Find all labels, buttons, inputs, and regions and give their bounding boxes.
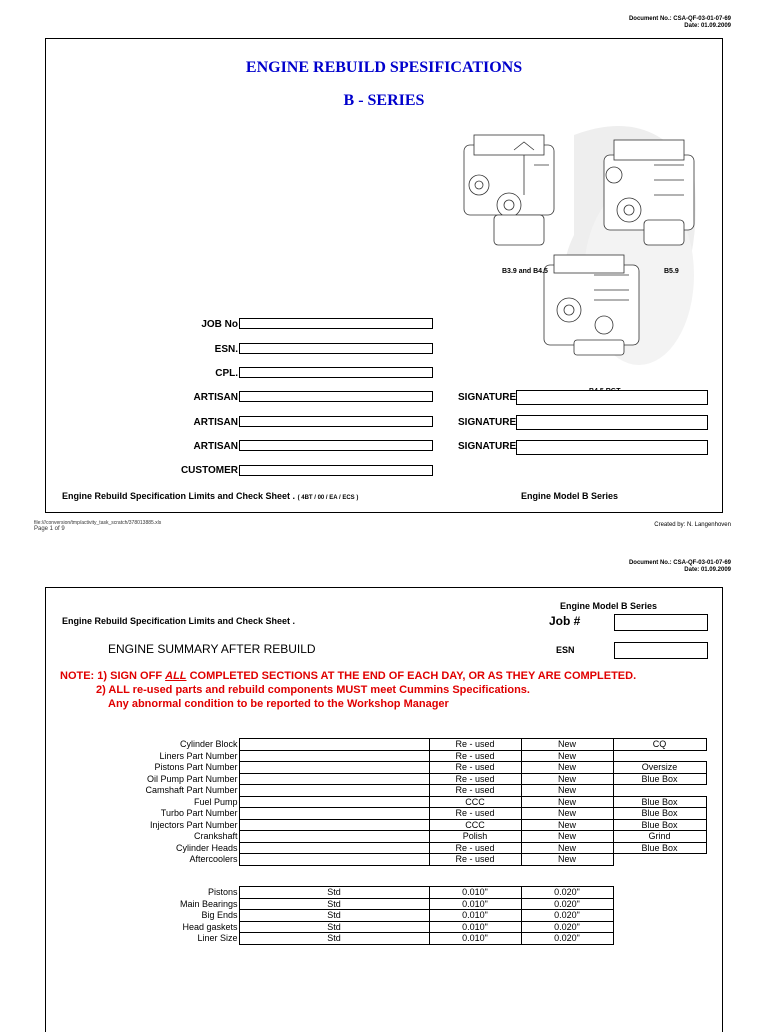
option-010[interactable]: 0.010" bbox=[429, 910, 521, 922]
option-new[interactable]: New bbox=[521, 831, 613, 843]
part-number-input[interactable] bbox=[239, 842, 429, 854]
esn-input[interactable] bbox=[239, 343, 433, 354]
option-reused[interactable]: Re - used bbox=[429, 808, 521, 820]
option-new[interactable]: New bbox=[521, 762, 613, 774]
option-reused[interactable]: CCC bbox=[429, 819, 521, 831]
created-by: Created by: N. Langenhoven bbox=[654, 522, 731, 528]
option-reused[interactable]: Re - used bbox=[429, 739, 521, 751]
page1-footer-left bbox=[34, 520, 161, 532]
option-new[interactable]: New bbox=[521, 750, 613, 762]
field-label-artisan-2: ARTISAN bbox=[193, 417, 238, 428]
option-new[interactable]: New bbox=[521, 773, 613, 785]
field-label-artisan-3: ARTISAN bbox=[193, 441, 238, 452]
size-label: Head gaskets bbox=[182, 921, 238, 932]
table-row bbox=[60, 842, 706, 854]
part-number-input[interactable] bbox=[239, 785, 429, 797]
table-row bbox=[60, 854, 706, 866]
part-label: Injectors Part Number bbox=[149, 819, 238, 830]
page2-document-number-header bbox=[629, 560, 731, 574]
sheet-title-text: Engine Rebuild Specification Limits and Check Sheet . bbox=[62, 491, 296, 501]
table-row bbox=[60, 921, 613, 933]
field-label-job-no: JOB No bbox=[201, 319, 238, 330]
note-1-all: ALL bbox=[165, 670, 187, 682]
part-label: Aftercoolers bbox=[189, 854, 238, 865]
option-reused[interactable]: Re - used bbox=[429, 842, 521, 854]
option-extra[interactable]: Oversize bbox=[613, 762, 706, 774]
part-label: Turbo Part Number bbox=[160, 808, 238, 819]
engine-label-b39-b45: B3.9 and B4.5 bbox=[502, 268, 548, 275]
note-1-rest: COMPLETED SECTIONS AT THE END OF EACH DAY, OR AS THEY ARE COMPLETED. bbox=[186, 670, 637, 682]
signature-2-input[interactable] bbox=[516, 415, 708, 430]
option-reused[interactable]: Re - used bbox=[429, 762, 521, 774]
table-row bbox=[60, 739, 706, 751]
document-number-header bbox=[629, 16, 731, 30]
part-number-input[interactable] bbox=[239, 739, 429, 751]
table-row bbox=[60, 819, 706, 831]
part-label: Liners Part Number bbox=[159, 750, 238, 761]
option-010[interactable]: 0.010" bbox=[429, 933, 521, 945]
option-new[interactable]: New bbox=[521, 854, 613, 866]
summary-title: ENGINE SUMMARY AFTER REBUILD bbox=[108, 642, 316, 656]
part-number-input[interactable] bbox=[239, 773, 429, 785]
option-extra[interactable]: CQ bbox=[613, 739, 706, 751]
signature-label-3: SIGNATURE bbox=[458, 441, 517, 452]
option-extra[interactable]: Blue Box bbox=[613, 773, 706, 785]
field-label-cpl: CPL. bbox=[215, 368, 238, 379]
page2-document-date: Date: 01.09.2009 bbox=[684, 567, 731, 573]
table-row bbox=[60, 773, 706, 785]
job-no-input[interactable] bbox=[239, 318, 433, 329]
document-date: Date: 01.09.2009 bbox=[684, 23, 731, 29]
option-010[interactable]: 0.010" bbox=[429, 898, 521, 910]
page-title: ENGINE REBUILD SPESIFICATIONS bbox=[245, 59, 523, 76]
cpl-input[interactable] bbox=[239, 367, 433, 378]
note-1-prefix: NOTE: 1) SIGN OFF bbox=[60, 670, 166, 682]
table-row bbox=[60, 910, 613, 922]
option-reused[interactable]: Re - used bbox=[429, 773, 521, 785]
artisan-3-input[interactable] bbox=[239, 440, 433, 451]
part-label: Oil Pump Part Number bbox=[146, 773, 238, 784]
empty-cell bbox=[613, 750, 706, 762]
option-extra[interactable]: Grind bbox=[613, 831, 706, 843]
customer-input[interactable] bbox=[239, 465, 433, 476]
part-label: Fuel Pump bbox=[193, 796, 238, 807]
table-row bbox=[60, 808, 706, 820]
table-row bbox=[60, 933, 613, 945]
option-std[interactable]: Std bbox=[239, 910, 429, 922]
table-row bbox=[60, 831, 706, 843]
sheet-title-models: ( 4BT / 00 / EA / ECS ) bbox=[297, 495, 359, 501]
option-extra[interactable]: Blue Box bbox=[613, 842, 706, 854]
note-1 bbox=[60, 670, 636, 682]
signature-1-input[interactable] bbox=[516, 390, 708, 405]
page-subtitle: B - SERIES bbox=[343, 92, 425, 109]
option-new[interactable]: New bbox=[521, 819, 613, 831]
option-reused[interactable]: Polish bbox=[429, 831, 521, 843]
parts-table bbox=[60, 738, 707, 866]
option-020[interactable]: 0.020" bbox=[521, 887, 613, 899]
document-number: Document No.: CSA-QF-03-01-07-69 bbox=[628, 16, 731, 22]
page2-sheet-title: Engine Rebuild Specification Limits and Check Sheet . bbox=[62, 616, 296, 626]
page2-document-number: Document No.: CSA-QF-03-01-07-69 bbox=[628, 560, 731, 566]
table-row bbox=[60, 750, 706, 762]
option-020[interactable]: 0.020" bbox=[521, 898, 613, 910]
artisan-2-input[interactable] bbox=[239, 416, 433, 427]
sizes-table bbox=[60, 886, 614, 945]
table-row bbox=[60, 887, 613, 899]
option-020[interactable]: 0.020" bbox=[521, 933, 613, 945]
page2-engine-model: Engine Model B Series bbox=[560, 601, 658, 611]
field-label-customer: CUSTOMER bbox=[180, 465, 238, 476]
table-row bbox=[60, 796, 706, 808]
option-new[interactable]: New bbox=[521, 796, 613, 808]
sheet-title bbox=[62, 491, 358, 501]
option-020[interactable]: 0.020" bbox=[521, 910, 613, 922]
artisan-1-input[interactable] bbox=[239, 391, 433, 402]
option-010[interactable]: 0.010" bbox=[429, 921, 521, 933]
table-row bbox=[60, 762, 706, 774]
size-label: Liner Size bbox=[197, 933, 238, 944]
size-label: Big Ends bbox=[201, 910, 238, 921]
esn-summary-input[interactable] bbox=[614, 642, 708, 659]
part-number-input[interactable] bbox=[239, 854, 429, 866]
note-2: 2) ALL re-used parts and rebuild components MUST meet Cummins Specifications. bbox=[96, 684, 530, 696]
option-new[interactable]: New bbox=[521, 739, 613, 751]
part-number-input[interactable] bbox=[239, 819, 429, 831]
option-std[interactable]: Std bbox=[239, 933, 429, 945]
option-std[interactable]: Std bbox=[239, 921, 429, 933]
option-010[interactable]: 0.010" bbox=[429, 887, 521, 899]
option-new[interactable]: New bbox=[521, 808, 613, 820]
part-number-input[interactable] bbox=[239, 831, 429, 843]
signature-3-input[interactable] bbox=[516, 440, 708, 455]
option-reused[interactable]: Re - used bbox=[429, 854, 521, 866]
option-new[interactable]: New bbox=[521, 842, 613, 854]
field-label-esn: ESN. bbox=[214, 344, 238, 355]
option-extra[interactable]: Blue Box bbox=[613, 796, 706, 808]
file-path: file:///conversion/tmp/activity_task_scratch/378013885.xls bbox=[34, 520, 162, 526]
option-extra[interactable]: Blue Box bbox=[613, 808, 706, 820]
part-number-input[interactable] bbox=[239, 750, 429, 762]
option-std[interactable]: Std bbox=[239, 898, 429, 910]
job-number-label: Job # bbox=[549, 614, 581, 628]
esn-label: ESN bbox=[556, 645, 575, 655]
part-label: Crankshaft bbox=[193, 831, 238, 842]
signature-label-1: SIGNATURE bbox=[458, 392, 517, 403]
part-label: Pistons Part Number bbox=[154, 762, 238, 773]
size-label: Pistons bbox=[207, 887, 238, 898]
part-number-input[interactable] bbox=[239, 808, 429, 820]
option-020[interactable]: 0.020" bbox=[521, 921, 613, 933]
signature-label-2: SIGNATURE bbox=[458, 417, 517, 428]
option-reused[interactable]: Re - used bbox=[429, 785, 521, 797]
part-number-input[interactable] bbox=[239, 796, 429, 808]
table-row bbox=[60, 785, 706, 797]
empty-cell bbox=[613, 785, 706, 797]
option-extra[interactable]: Blue Box bbox=[613, 819, 706, 831]
engine-model-label: Engine Model B Series bbox=[521, 491, 619, 501]
engine-label-b59: B5.9 bbox=[664, 268, 679, 275]
engine-illustration bbox=[454, 95, 704, 375]
part-label: Cylinder Heads bbox=[175, 842, 238, 853]
option-reused[interactable]: CCC bbox=[429, 796, 521, 808]
part-label: Cylinder Block bbox=[179, 739, 238, 750]
part-label: Camshaft Part Number bbox=[145, 785, 238, 796]
page-number: Page 1 of 9 bbox=[34, 526, 65, 532]
note-3: Any abnormal condition to be reported to the Workshop Manager bbox=[108, 698, 449, 710]
table-row bbox=[60, 898, 613, 910]
option-reused[interactable]: Re - used bbox=[429, 750, 521, 762]
option-std[interactable]: Std bbox=[239, 887, 429, 899]
size-label: Main Bearings bbox=[179, 898, 238, 909]
option-new[interactable]: New bbox=[521, 785, 613, 797]
job-number-input[interactable] bbox=[614, 614, 708, 631]
empty-cell bbox=[613, 854, 706, 866]
field-label-artisan-1: ARTISAN bbox=[193, 392, 238, 403]
part-number-input[interactable] bbox=[239, 762, 429, 774]
